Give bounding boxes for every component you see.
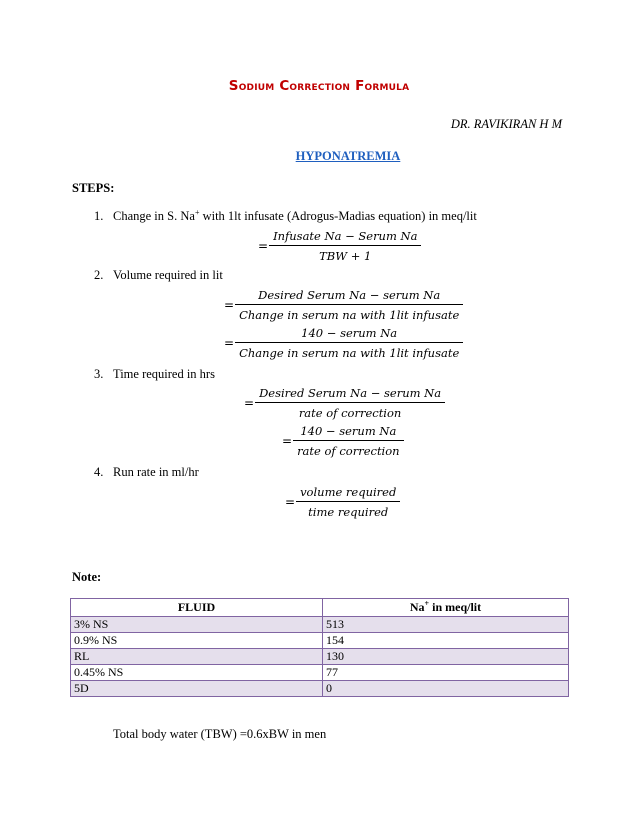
formula-numerator: 140 − serum Na [235,326,463,343]
equals-sign: = [244,396,255,410]
step-text: Change in S. Na [113,209,195,223]
formula-numerator: Infusate Na − Serum Na [269,229,421,246]
table-row [71,665,569,681]
steps-label: STEPS: [72,181,115,195]
header-label: Na [409,600,425,614]
step-number: 3. [94,367,104,381]
section-heading: HYPONATREMIA [295,149,401,163]
table-cell: 154 [323,633,569,649]
step-number: 4. [94,465,104,479]
step-text: Run rate in ml/hr [113,465,199,479]
equals-sign: = [258,239,269,253]
table-row [71,633,569,649]
step-3 [94,367,215,382]
table-cell: 0 [323,681,569,697]
formula-numerator: volume required [296,485,400,502]
table-row [71,649,569,665]
formula-denominator: TBW + 1 [319,249,372,263]
step-4 [94,465,199,480]
fluid-sodium-table [70,598,569,697]
table-cell: 0.9% NS [71,633,323,649]
formula-denominator: Change in serum na with 1lit infusate [239,346,460,360]
formula-numerator: Desired Serum Na − serum Na [255,386,445,403]
table-cell: 3% NS [71,617,323,633]
header-label: FLUID [177,600,216,614]
table-cell: 0.45% NS [71,665,323,681]
formula-run-rate [285,485,398,519]
table-cell: 5D [71,681,323,697]
equals-sign: = [282,434,293,448]
step-1 [94,209,477,224]
step-2 [94,268,223,283]
table-cell: 130 [323,649,569,665]
formula-volume-2 [224,326,461,360]
equals-sign: = [224,298,235,312]
equals-sign: = [285,495,296,509]
superscript: + [194,207,200,217]
step-number: 1. [94,209,104,223]
formula-denominator: rate of correction [298,406,402,420]
formula-numerator: 140 − serum Na [293,424,404,441]
author-name: DR. RAVIKIRAN H M [450,117,562,131]
step-text: Volume required in lit [113,268,223,282]
formula-denominator: time required [308,505,389,519]
table-header-row [71,599,569,617]
header-label-suffix: in meq/lit [429,600,482,614]
footer-note: Total body water (TBW) =0.6xBW in men [113,727,327,741]
document-title: Sodium Correction Formula [228,78,410,94]
formula-time-1 [244,386,443,420]
formula-denominator: rate of correction [297,444,400,458]
step-number: 2. [94,268,104,282]
formula-numerator: Desired Serum Na − serum Na [235,288,463,305]
table-cell: RL [71,649,323,665]
note-label: Note: [72,570,102,584]
column-header-sodium [323,599,569,617]
table-cell: 513 [323,617,569,633]
superscript: + [424,599,430,608]
formula-time-2 [282,424,402,458]
table-row [71,617,569,633]
equals-sign: = [224,336,235,350]
formula-volume-1 [224,288,461,322]
column-header-fluid [71,599,323,617]
formula-change-in-sodium [258,229,419,263]
step-text-cont: with 1lt infusate (Adrogus-Madias equation) in meq/lit [199,209,477,223]
step-text: Time required in hrs [113,367,215,381]
formula-denominator: Change in serum na with 1lit infusate [239,308,460,322]
table-cell: 77 [323,665,569,681]
table-row [71,681,569,697]
